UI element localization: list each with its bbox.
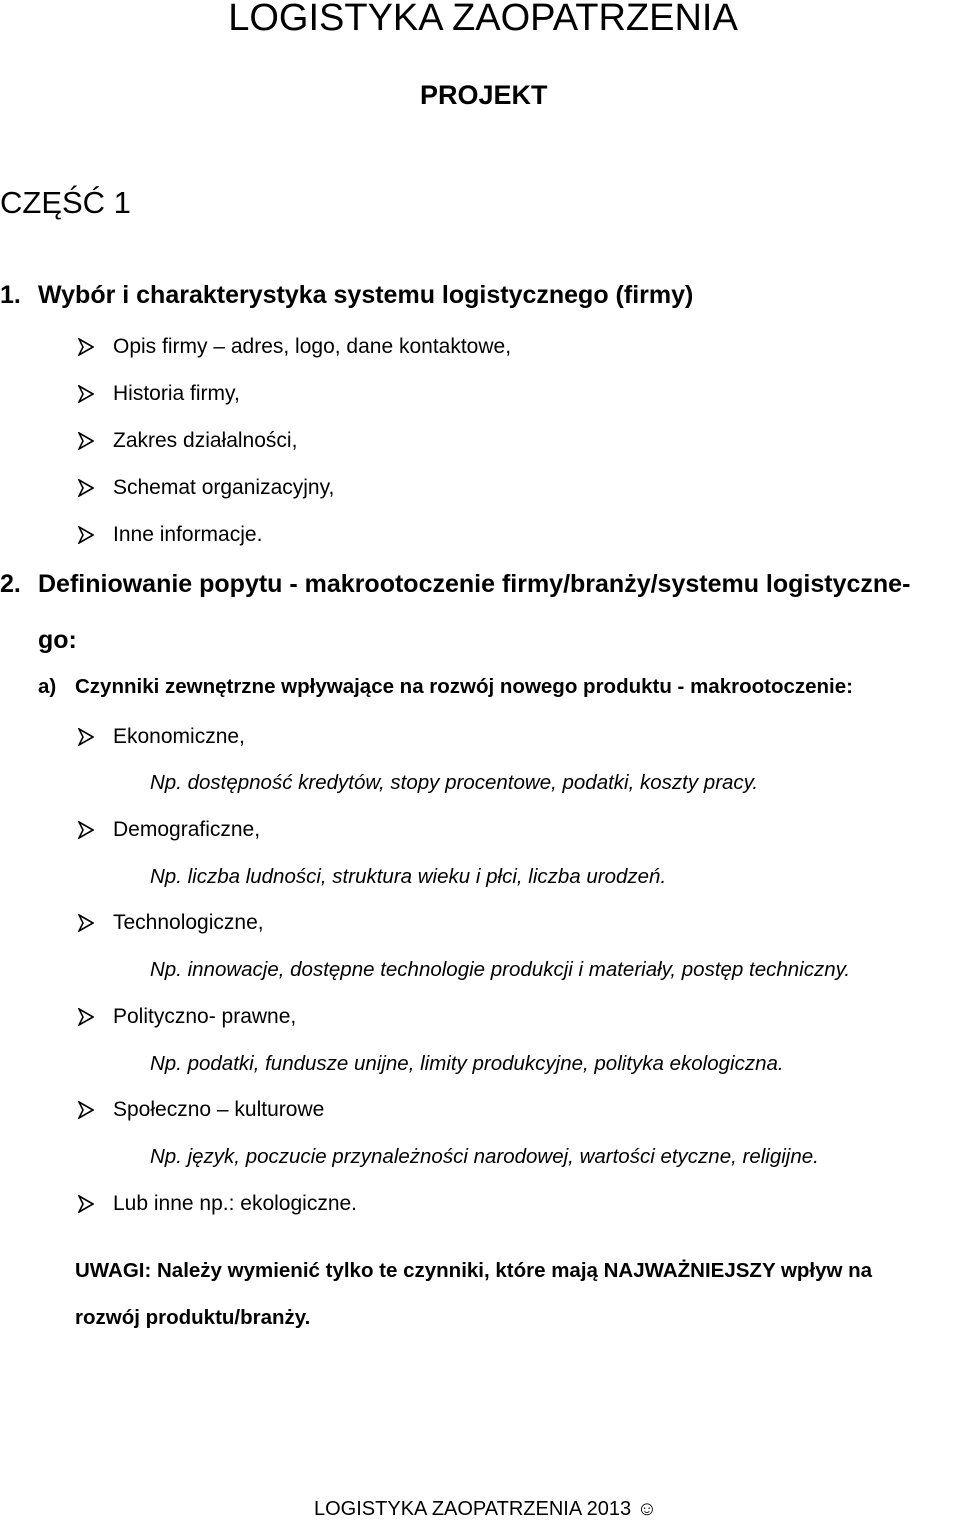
factor-example: Np. dostępność kredytów, stopy procentowe, podatki, koszty pracy. bbox=[150, 771, 759, 794]
section-2-heading-continued: go: bbox=[38, 626, 77, 654]
section-2-number: 2. bbox=[0, 570, 21, 598]
factor-example: Np. podatki, fundusze unijne, limity produkcyjne, polityka ekologiczna. bbox=[150, 1052, 784, 1075]
factor-name: Technologiczne, bbox=[113, 911, 264, 934]
note-text: : Należy wymienić tylko te czynniki, które mają NAJWAŻNIEJSZY wpływ na bbox=[144, 1259, 873, 1282]
arrow-bullet-icon bbox=[78, 1008, 94, 1026]
factor-name: Demograficzne, bbox=[113, 818, 261, 841]
page-subtitle: PROJEKT bbox=[420, 80, 548, 110]
arrow-bullet-icon bbox=[78, 1101, 94, 1119]
list-item: Historia firmy, bbox=[113, 382, 240, 405]
page-footer: LOGISTYKA ZAOPATRZENIA 2013 ☺ bbox=[314, 1498, 658, 1520]
factor-example: Np. liczba ludności, struktura wieku i płci, liczba urodzeń. bbox=[150, 865, 667, 888]
factor-example: Np. innowacje, dostępne technologie produkcji i materiały, postęp techniczny. bbox=[150, 958, 851, 981]
arrow-bullet-icon bbox=[78, 385, 94, 403]
section-2-heading: Definiowanie popytu - makrootoczenie firmy/branży/systemu logistyczne- bbox=[38, 570, 911, 598]
list-item: Schemat organizacyjny, bbox=[113, 476, 335, 499]
arrow-bullet-icon bbox=[78, 479, 94, 497]
list-item: Inne informacje. bbox=[113, 523, 263, 546]
factor-name: Lub inne np.: ekologiczne. bbox=[113, 1192, 358, 1215]
factor-name: Polityczno- prawne, bbox=[113, 1005, 297, 1028]
list-item: Opis firmy – adres, logo, dane kontaktowe, bbox=[113, 335, 512, 358]
note-line-2: rozwój produktu/branży. bbox=[75, 1306, 311, 1329]
section-1-number: 1. bbox=[0, 281, 21, 309]
page-title: LOGISTYKA ZAOPATRZENIA bbox=[228, 0, 738, 39]
factor-example: Np. język, poczucie przynależności narodowej, wartości etyczne, religijne. bbox=[150, 1145, 819, 1168]
subsection-a-heading: Czynniki zewnętrzne wpływające na rozwój nowego produktu - makrootoczenie: bbox=[75, 675, 853, 698]
arrow-bullet-icon bbox=[78, 728, 94, 746]
part-heading: CZĘŚĆ 1 bbox=[0, 185, 131, 220]
arrow-bullet-icon bbox=[78, 914, 94, 932]
arrow-bullet-icon bbox=[78, 338, 94, 356]
arrow-bullet-icon bbox=[78, 821, 94, 839]
note-line-1 bbox=[75, 1257, 872, 1285]
section-1-heading: Wybór i charakterystyka systemu logistycznego (firmy) bbox=[38, 281, 694, 309]
arrow-bullet-icon bbox=[78, 432, 94, 450]
factor-name: Społeczno – kulturowe bbox=[113, 1098, 325, 1121]
list-item: Zakres działalności, bbox=[113, 429, 298, 452]
factor-name: Ekonomiczne, bbox=[113, 725, 245, 748]
note-label: UWAGI bbox=[75, 1259, 145, 1282]
arrow-bullet-icon bbox=[78, 526, 94, 544]
subsection-a-label: a) bbox=[38, 675, 57, 698]
arrow-bullet-icon bbox=[78, 1195, 94, 1213]
